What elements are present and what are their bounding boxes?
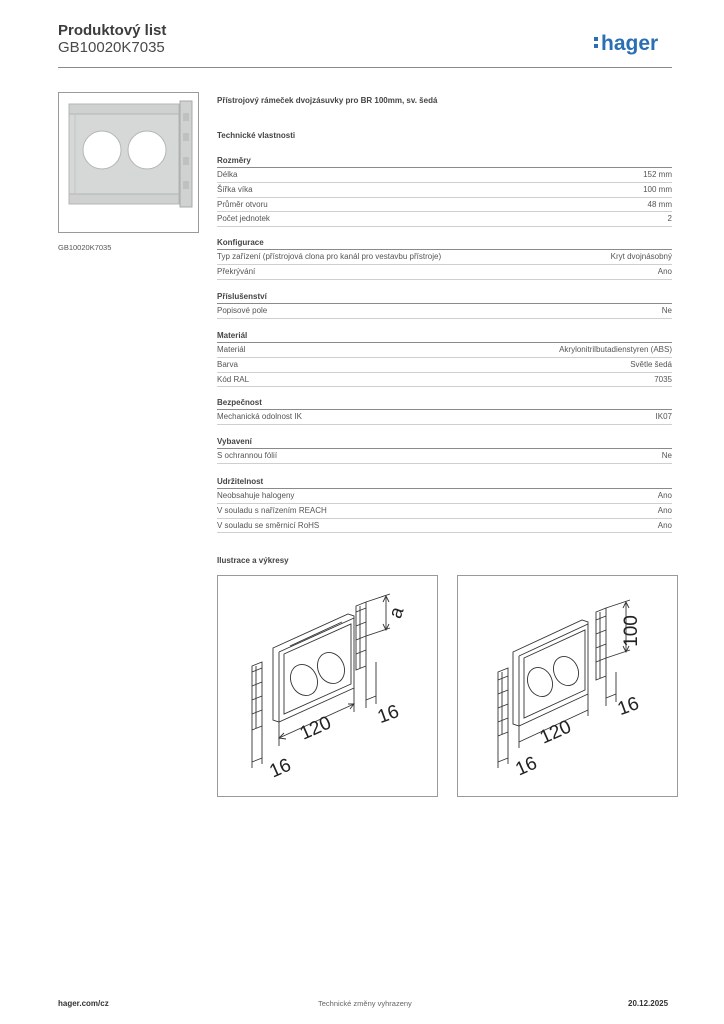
spec-row [217, 304, 672, 319]
spec-label: Mechanická odolnost IK [217, 412, 302, 421]
spec-label: Průměr otvoru [217, 199, 268, 209]
spec-value: Kryt dvojnásobný [610, 252, 672, 261]
document-title: Produktový list [58, 22, 167, 39]
dim-16-label: 16 [374, 701, 402, 729]
technical-properties-heading: Technické vlastnosti [217, 131, 296, 140]
section-title: Udržitelnost [217, 476, 672, 489]
section-accessories [217, 291, 672, 319]
spec-row [217, 250, 672, 265]
spec-row [217, 373, 672, 388]
dim-120-label: 120 [296, 712, 335, 745]
illustrations-heading: Ilustrace a výkresy [217, 556, 289, 565]
section-safety [217, 397, 672, 425]
spec-row [217, 168, 672, 183]
spec-value: Akrylonitrilbutadienstyren (ABS) [559, 345, 672, 354]
spec-value: 152 mm [643, 170, 672, 179]
spec-row [217, 449, 672, 464]
dim-a-label: a [385, 604, 409, 622]
spec-value: 2 [667, 214, 672, 224]
hager-logo-icon [592, 28, 676, 58]
spec-value: Ne [661, 451, 672, 460]
section-sustainability [217, 476, 672, 533]
spec-value: Světle šedá [630, 359, 672, 369]
spec-row [217, 489, 672, 504]
section-title: Materiál [217, 330, 672, 343]
drawing-1 [217, 575, 438, 797]
spec-row [217, 504, 672, 519]
spec-row [217, 358, 672, 373]
dim-100-label: 100 [620, 615, 642, 647]
dim-16-label: 16 [266, 754, 295, 783]
footer-date: 20.12.2025 [628, 999, 669, 1008]
spec-label: V souladu s nařízením REACH [217, 505, 327, 515]
spec-value: Ne [661, 306, 672, 315]
section-configuration [217, 237, 672, 280]
hager-logo [592, 28, 676, 58]
product-name: Přístrojový rámeček dvojzásuvky pro BR 100mm, sv. šedá [217, 96, 438, 105]
product-image-caption: GB10020K7035 [58, 243, 112, 252]
dim-16-label: 16 [614, 693, 642, 721]
section-title: Příslušenství [217, 291, 672, 304]
product-code: GB10020K7035 [58, 39, 165, 56]
spec-row [217, 343, 672, 358]
section-title: Rozměry [217, 155, 672, 168]
spec-label: Typ zařízení (přístrojová clona pro kanál pro vestavbu přístroje) [217, 252, 442, 261]
spec-label: Neobsahuje halogeny [217, 491, 295, 500]
spec-value: 7035 [654, 374, 672, 384]
section-dimensions [217, 155, 672, 227]
spec-label: Počet jednotek [217, 214, 270, 224]
spec-label: Barva [217, 359, 238, 369]
spec-row [217, 198, 672, 213]
section-title: Vybavení [217, 436, 672, 449]
spec-label: Šířka víka [217, 184, 253, 194]
drawing-2 [457, 575, 678, 797]
spec-value: Ano [657, 491, 672, 500]
spec-value: Ano [657, 505, 672, 515]
spec-row [217, 265, 672, 280]
svg-text:hager: hager [601, 32, 659, 55]
spec-label: Materiál [217, 345, 246, 354]
spec-row [217, 410, 672, 425]
spec-row [217, 183, 672, 198]
spec-value: 100 mm [643, 184, 672, 194]
spec-label: Kód RAL [217, 374, 250, 384]
spec-label: S ochrannou fólií [217, 451, 278, 460]
spec-value: 48 mm [647, 199, 672, 209]
section-title: Konfigurace [217, 237, 672, 250]
spec-label: Délka [217, 170, 238, 179]
footer-notice: Technické změny vyhrazeny [318, 999, 412, 1008]
section-material [217, 330, 672, 387]
footer-website-link[interactable]: hager.com/cz [58, 999, 109, 1008]
dim-16-label: 16 [512, 752, 541, 781]
section-equipment [217, 436, 672, 464]
dim-120-label: 120 [536, 716, 575, 749]
spec-value: IK07 [655, 412, 672, 421]
spec-label: V souladu se směrnicí RoHS [217, 520, 320, 530]
spec-row [217, 212, 672, 227]
product-image [58, 92, 199, 233]
spec-label: Překrývání [217, 266, 256, 276]
spec-row [217, 519, 672, 534]
spec-value: Ano [657, 520, 672, 530]
spec-value: Ano [657, 266, 672, 276]
header-divider [58, 67, 672, 68]
spec-label: Popisové pole [217, 306, 268, 315]
section-title: Bezpečnost [217, 397, 672, 410]
